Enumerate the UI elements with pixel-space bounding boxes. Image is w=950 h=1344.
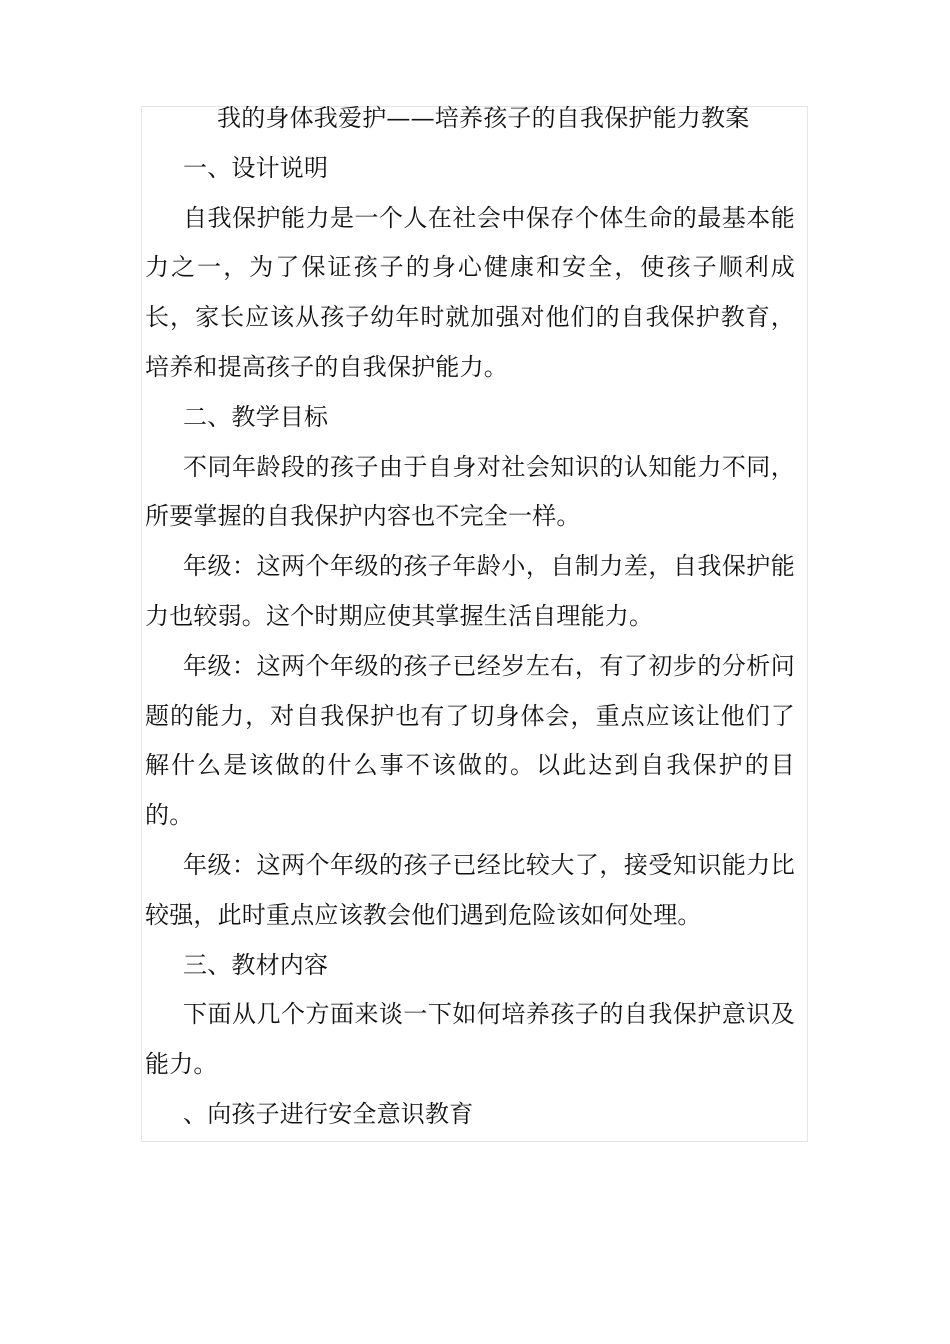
- section-heading-design: 一、设计说明: [183, 153, 329, 182]
- paragraph-design: 自我保护能力是一个人在社会中保存个体生命的最基本能力之一，为了保证孩子的身心健康和安全，使孩子顺利成长，家长应该从孩子幼年时就加强对他们的自我保护教育，培养和提高孩子的自我保护能力。: [145, 203, 795, 381]
- document-body: [145, 94, 795, 1140]
- paragraph-goals-4: 年级：这两个年级的孩子已经比较大了，接受知识能力比较强，此时重点应该教会他们遇到危险该如何处理。: [145, 850, 795, 929]
- paragraph-goals-1: 不同年龄段的孩子由于自身对社会知识的认知能力不同，所要掌握的自我保护内容也不完全一样。: [145, 452, 795, 531]
- paragraph-goals-3: 年级：这两个年级的孩子已经岁左右，有了初步的分析问题的能力，对自我保护也有了切身体会，重点应该让他们了解什么是该做的什么事不该做的。以此达到自我保护的目的。: [145, 651, 795, 830]
- document-title: 我的身体我爱护——培养孩子的自我保护能力教案: [217, 104, 750, 132]
- sub-heading-safety: 、向孩子进行安全意识教育: [183, 1099, 474, 1128]
- section-heading-content: 三、教材内容: [183, 950, 329, 979]
- section-heading-goals: 二、教学目标: [183, 402, 329, 431]
- paragraph-goals-2: 年级：这两个年级的孩子年龄小，自制力差，自我保护能力也较弱。这个时期应使其掌握生活自理能力。: [145, 552, 795, 630]
- paragraph-content: 下面从几个方面来谈一下如何培养孩子的自我保护意识及能力。: [145, 1000, 795, 1079]
